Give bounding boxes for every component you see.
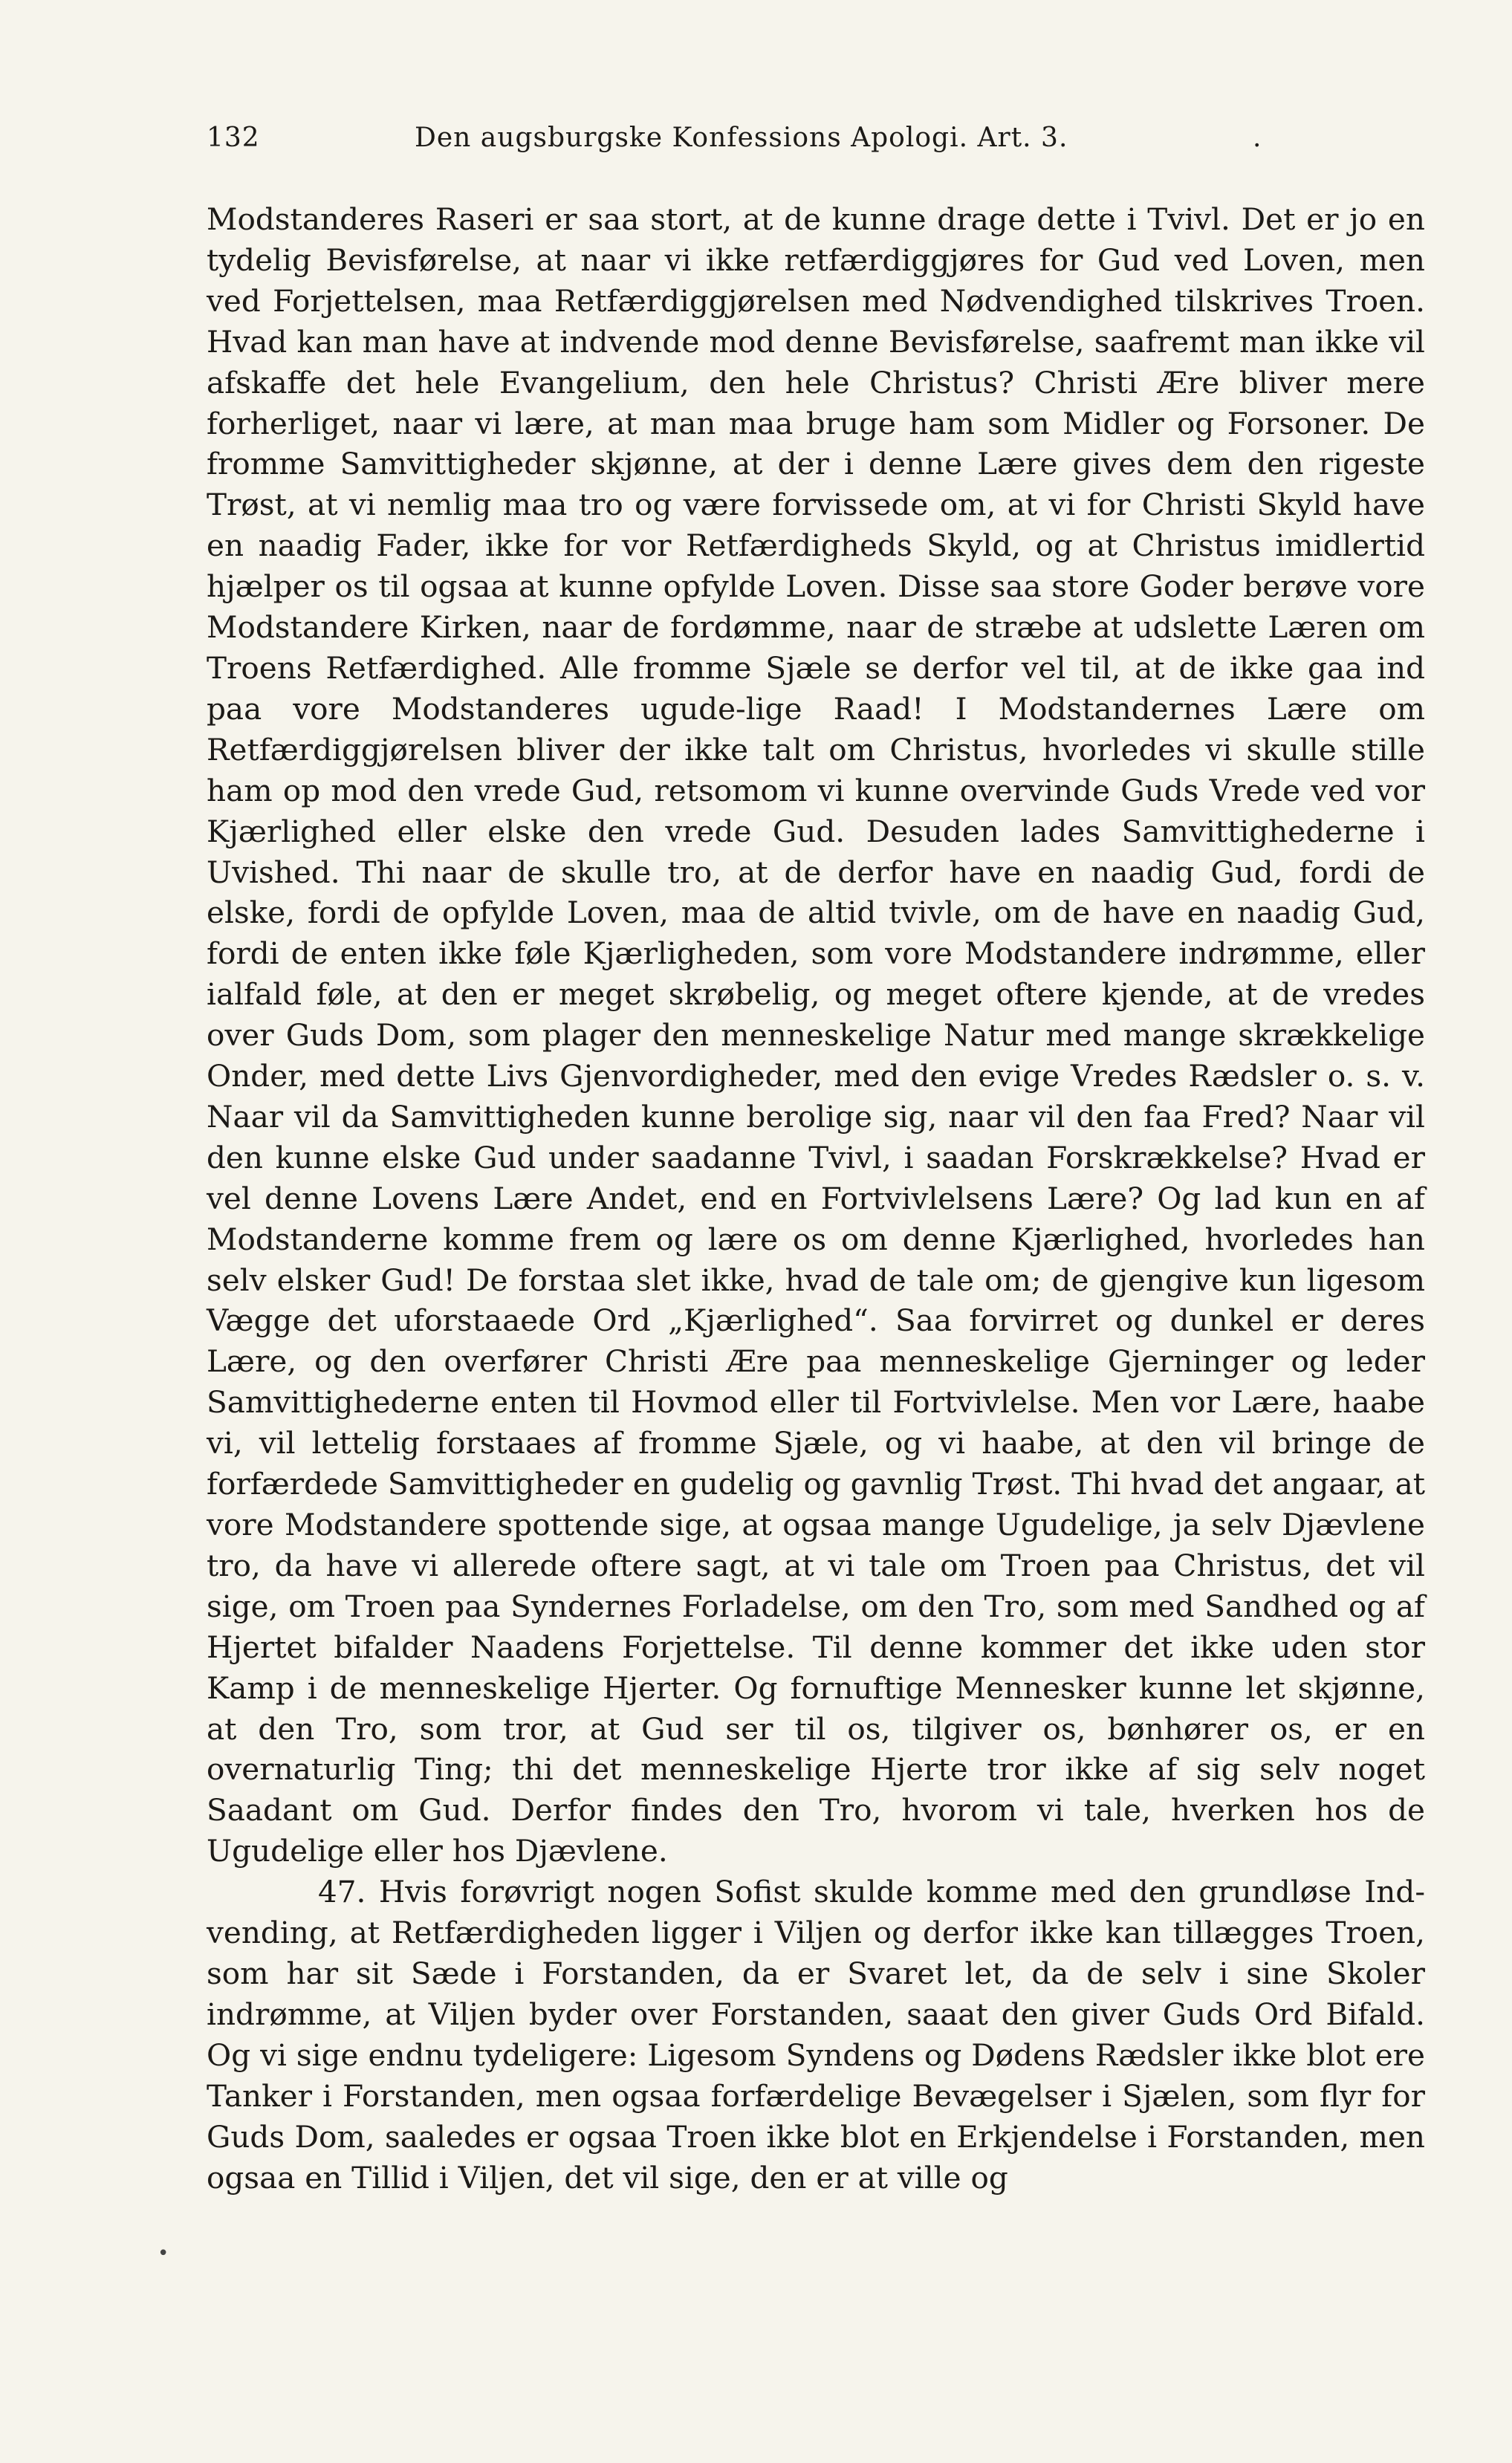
margin-mark: • bbox=[158, 2242, 169, 2265]
stray-mark: . bbox=[1253, 123, 1262, 153]
page-number: 132 bbox=[207, 123, 260, 153]
body-text bbox=[207, 199, 1425, 2198]
paragraph-47: 47. Hvis forøvrigt nogen Sofist skulde komme med den grundløse Ind-vending, at Retfærdigheden ligger i Viljen og derfor ikke kan tillægges Troen, som har sit Sæde i Forstanden, da er Svaret let, da de selv i sine Skoler indrømme, at Viljen byder over Forstanden, saaat den giver Guds Ord Bifald. Og vi sige endnu tydeligere: Ligesom Syndens og Dødens Rædsler ikke blot ere Tanker i Forstanden, men ogsaa forfærdelige Bevægelser i Sjælen, som flyr for Guds Dom, saaledes er ogsaa Troen ikke blot en Erkjendelse i Forstanden, men ogsaa en Tillid i Viljen, det vil sige, den er at ville og bbox=[207, 1874, 1425, 2196]
running-title: Den augsburgske Konfessions Apologi. Art. 3. bbox=[415, 123, 1068, 153]
paragraph-continued: Modstanderes Raseri er saa stort, at de kunne drage dette i Tvivl. Det er jo en tydelig Bevisførelse, at naar vi ikke retfærdiggjøres for Gud ved Loven, men ved Forjettelsen, maa Retfærdiggjørelsen med Nødvendighed tilskrives Troen. Hvad kan man have at indvende mod denne Bevisførelse, saafremt man ikke vil afskaffe det hele Evangelium, den hele Christus? Christi Ære bliver mere forherliget, naar vi lære, at man maa bruge ham som Midler og Forsoner. De fromme Samvittigheder skjønne, at der i denne Lære gives dem den rigeste Trøst, at vi nemlig maa tro og være forvissede om, at vi for Christi Skyld have en naadig Fader, ikke for vor Retfærdigheds Skyld, og at Christus imidlertid hjælper os til ogsaa at kunne opfylde Loven. Disse saa store Goder berøve vore Modstandere Kirken, naar de fordømme, naar de stræbe at udslette Læren om Troens Retfærdighed. Alle fromme Sjæle se derfor vel til, at de ikke gaa ind paa vore Modstanderes ugude-lige Raad! I Modstandernes Lære om Retfærdiggjørelsen bliver der ikke talt om Christus, hvorledes vi skulle stille ham op mod den vrede Gud, retsomom vi kunne overvinde Guds Vrede ved vor Kjærlighed eller elske den vrede Gud. Desuden lades Samvittighederne i Uvished. Thi naar de skulle tro, at de derfor have en naadig Gud, fordi de elske, fordi de opfylde Loven, maa de altid tvivle, om de have en naadig Gud, fordi de enten ikke føle Kjærligheden, som vore Modstandere indrømme, eller ialfald føle, at den er meget skrøbelig, og meget oftere kjende, at de vredes over Guds Dom, som plager den menneskelige Natur med mange skrækkelige Onder, med dette Livs Gjenvordigheder, med den evige Vredes Rædsler o. s. v. Naar vil da Samvittigheden kunne berolige sig, naar vil den faa Fred? Naar vil den kunne elske Gud under saadanne Tvivl, i saadan Forskrækkelse? Hvad er vel denne Lovens Lære Andet, end en Fortvivlelsens Lære? Og lad kun en af Modstanderne komme frem og lære os om denne Kjærlighed, hvorledes han selv elsker Gud! De forstaa slet ikke, hvad de tale om; de gjengive kun ligesom Vægge det uforstaaede Ord „Kjærlighed“. Saa forvirret og dunkel er deres Lære, og den overfører Christi Ære paa menneskelige Gjerninger og leder Samvittighederne enten til Hovmod eller til Fortvivlelse. Men vor Lære, haabe vi, vil lettelig forstaaes af fromme Sjæle, og vi haabe, at den vil bringe de forfærdede Samvittigheder en gudelig og gavnlig Trøst. Thi hvad det angaar, at vore Modstandere spottende sige, at ogsaa mange Ugudelige, ja selv Djævlene tro, da have vi allerede oftere sagt, at vi tale om Troen paa Christus, det vil sige, om Troen paa Syndernes Forladelse, om den Tro, som med Sandhed og af Hjertet bifalder Naadens Forjettelse. Til denne kommer det ikke uden stor Kamp i de menneskelige Hjerter. Og fornuftige Mennesker kunne let skjønne, at den Tro, som tror, at Gud ser til os, tilgiver os, bønhører os, er en overnaturlig Ting; thi det menneskelige Hjerte tror ikke af sig selv noget Saadant om Gud. Derfor findes den Tro, hvorom vi tale, hverken hos de Ugudelige eller hos Djævlene. bbox=[207, 201, 1425, 1869]
running-header bbox=[207, 123, 1410, 167]
